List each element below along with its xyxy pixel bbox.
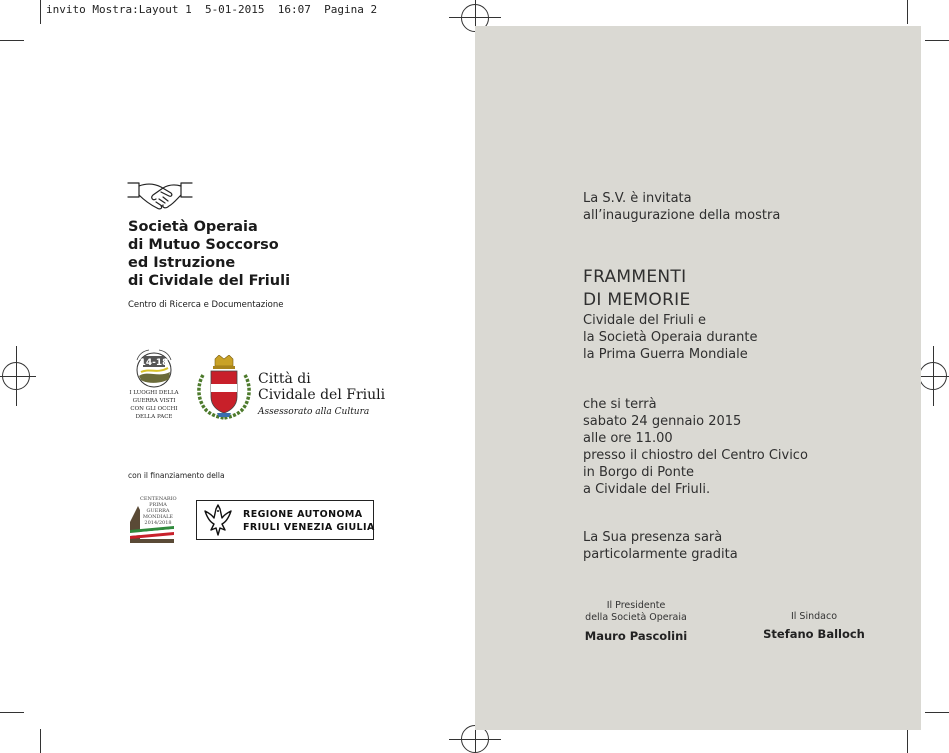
luoghi-caption: I LUOGHI DELLA GUERRA VISTI CON GLI OCCHI DELLA PACE (129, 390, 179, 420)
org-name-line: Società Operaia (128, 219, 258, 235)
signature-president-name: Mauro Pascolini (584, 629, 688, 643)
signature-mayor-role: Il Sindaco (790, 611, 838, 622)
funding-label: con il finanziamento della (128, 471, 225, 480)
exhibition-subtitle: Cividale del Friuli e la Società Operaia durante la Prima Guerra Mondiale (583, 313, 758, 362)
org-name (128, 218, 290, 290)
invitation-intro: La S.V. è invitata all’inaugurazione della mostra (583, 191, 781, 223)
centenario-caption: CENTENARIO PRIMA GUERRA MONDIALE 2014/2018 (140, 496, 177, 526)
signature-mayor-name: Stefano Balloch (763, 627, 865, 641)
regione-text: REGIONE AUTONOMA FRIULI VENEZIA GIULIA (243, 509, 375, 533)
coat-of-arms-icon (193, 355, 255, 423)
handshake-icon (127, 179, 193, 212)
exhibition-title: FRAMMENTI DI MEMORIE (583, 267, 691, 310)
eagle-icon (201, 503, 235, 537)
citta-subtitle: Assessorato alla Cultura (258, 407, 370, 417)
luoghi-logo-icon (133, 348, 175, 390)
org-name-line: di Mutuo Soccorso (128, 237, 279, 253)
print-slug: invito Mostra:Layout 1 5-01-2015 16:07 Pagina 2 (46, 3, 378, 16)
org-name-line: ed Istruzione (128, 255, 236, 271)
org-subtitle: Centro di Ricerca e Documentazione (128, 300, 284, 310)
invitation-panel (475, 26, 921, 730)
luoghi-badge: 14-18 (139, 358, 169, 368)
signature-president-role: Il Presidente della Società Operaia (585, 600, 687, 623)
event-details: che si terrà sabato 24 gennaio 2015 alle ore 11.00 presso il chiostro del Centro Civico in Borgo di Ponte a Cividale del Friuli. (583, 397, 808, 497)
org-name-line: di Cividale del Friuli (128, 273, 291, 289)
closing-text: La Sua presenza sarà particolarmente gradita (583, 530, 738, 562)
citta-title: Città di Cividale del Friuli (258, 371, 386, 403)
